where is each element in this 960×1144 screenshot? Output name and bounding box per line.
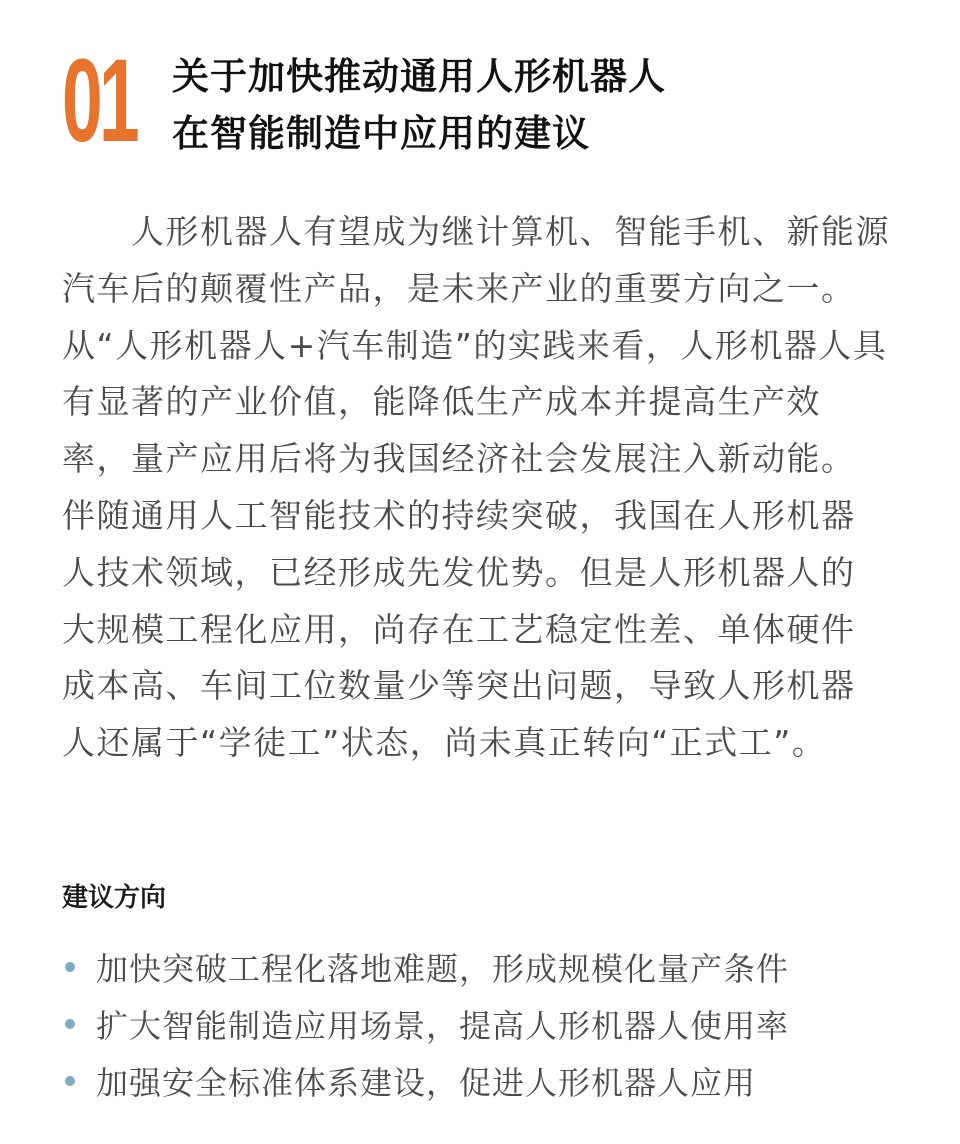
paragraph-line: 从“人形机器人+汽车制造”的实践来看，人形机器人具 [62, 325, 888, 365]
bullet-dot-icon [65, 962, 75, 972]
suggestions-heading: 建议方向 [62, 883, 167, 913]
paragraph-line: 有显著的产业价值，能降低生产成本并提高生产效 [62, 382, 821, 422]
paragraph-line: 人还属于“学徒工”状态，尚未真正转向“正式工”。 [62, 723, 827, 763]
paragraph-line: 人技术领域，已经形成先发优势。但是人形机器人的 [62, 552, 856, 592]
section-number: 01 [62, 35, 136, 167]
list-item-text: 加快突破工程化落地难题，形成规模化量产条件 [96, 949, 790, 988]
list-item-text: 加强安全标准体系建设，促进人形机器人应用 [96, 1063, 757, 1102]
title-line-1: 关于加快推动通用人形机器人 [172, 55, 666, 98]
list-item [62, 995, 789, 1052]
paragraph-line: 伴随通用人工智能技术的持续突破，我国在人形机器 [62, 495, 856, 535]
paragraph-line: 汽车后的颠覆性产品，是未来产业的重要方向之一。 [62, 268, 856, 308]
paragraph-line: 大规模工程化应用，尚存在工艺稳定性差、单体硬件 [62, 609, 856, 649]
title-line-2: 在智能制造中应用的建议 [172, 112, 590, 155]
list-item-text: 扩大智能制造应用场景，提高人形机器人使用率 [96, 1006, 790, 1045]
article-header [62, 35, 666, 167]
page-title [172, 48, 666, 162]
paragraph-line: 率，量产应用后将为我国经济社会发展注入新动能。 [62, 439, 856, 479]
list-item [62, 1052, 789, 1109]
bullet-dot-icon [65, 1019, 75, 1029]
paragraph-line: 人形机器人有望成为继计算机、智能手机、新能源 [62, 212, 890, 251]
suggestions-list [62, 938, 789, 1109]
list-item [62, 938, 789, 995]
paragraph-line: 成本高、车间工位数量少等突出问题，导致人形机器 [62, 666, 856, 706]
bullet-dot-icon [65, 1076, 75, 1086]
body-paragraph [62, 204, 912, 772]
